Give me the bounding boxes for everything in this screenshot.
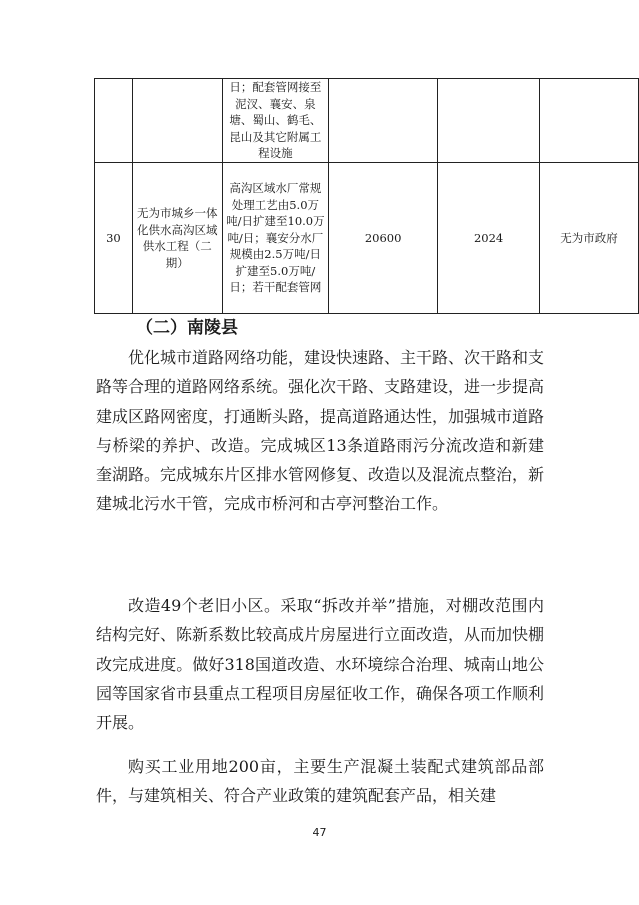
body-paragraph: 购买工业用地200亩，主要生产混凝土装配式建筑部品部件，与建筑相关、符合产业政策的建筑配套产品，相关建 [96, 757, 544, 806]
page-number: 47 [312, 826, 327, 839]
body-paragraph: 改造49个老旧小区。采取“拆改并举”措施，对棚改范围内结构完好、陈新系数比较高成片房屋进行立面改造，从而加快棚改完成进度。做好318国道改造、水环境综合治理、城南山地公园等国家省市县重点工程项目房屋征收工作，确保各项工作顺利开展。 [96, 596, 545, 733]
body-paragraph: 优化城市道路网络功能，建设快速路、主干路、次干路和支路等合理的道路网络系统。强化次干路、支路建设，进一步提高建成区路网密度，打通断头路，提高道路通达性，加强城市道路与桥梁的养护、改造。完成城区13条道路雨污分流改造和新建奎湖路。完成城东片区排水管网修复、改造以及混流点整治，新建城北污水干管，完成市桥河和古亭河整治工作。 [96, 348, 545, 514]
table-row [95, 79, 639, 163]
section-heading: （二）南陵县 [136, 318, 238, 338]
cell-project-name: 无为市城乡一体化供水高沟区域供水工程（二期） [132, 163, 222, 314]
cell-project-content: 日；配套管网接至泥汊、襄安、泉塘、蜀山、鹤毛、昆山及其它附属工程设施 [222, 79, 328, 163]
cell-project-name [132, 79, 222, 163]
table-row [95, 163, 639, 314]
cell-no: 30 [95, 163, 133, 314]
cell-investment [328, 79, 437, 163]
cell-no [95, 79, 133, 163]
cell-investment: 20600 [328, 163, 437, 314]
project-table [94, 78, 639, 314]
cell-project-content: 高沟区域水厂常规处理工艺由5.0万吨/日扩建至10.0万吨/日；襄安分水厂规模由2.5万吨/日扩建至5.0万吨/日；若干配套管网 [222, 163, 328, 314]
cell-year [438, 79, 540, 163]
cell-responsible-unit [539, 79, 638, 163]
cell-responsible-unit: 无为市政府 [539, 163, 638, 314]
cell-year: 2024 [438, 163, 540, 314]
